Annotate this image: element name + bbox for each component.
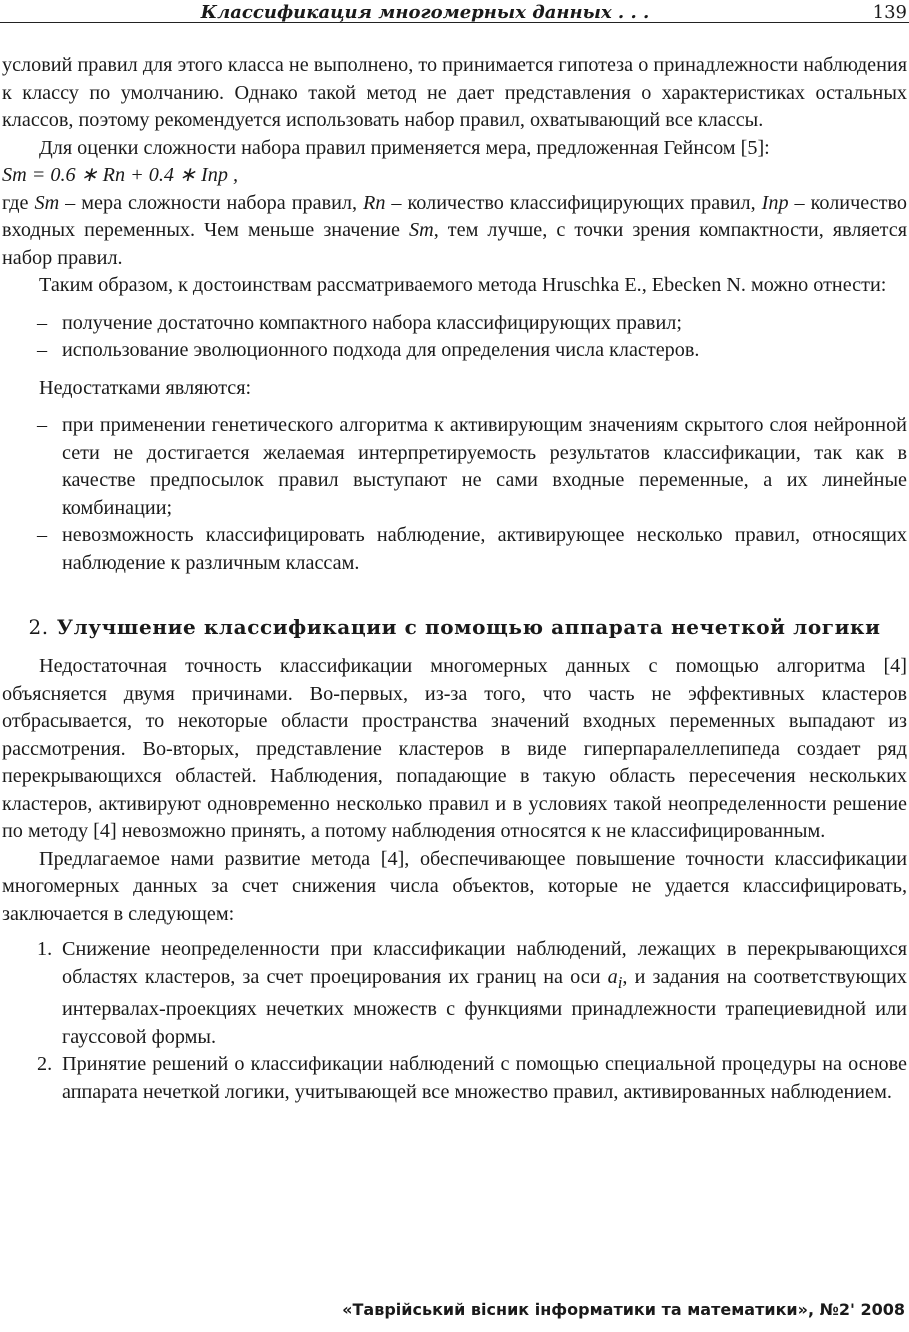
journal-footer: «Таврійський вісник інформатики та математики», №2' 2008 <box>342 1300 905 1319</box>
list-item <box>2 522 907 577</box>
text-run: Снижение неопределенности при классификации наблюдений, лежащих в перекрывающихся областях кластеров, за счет проецирования их границ на оси <box>62 938 907 988</box>
list-item <box>2 337 907 365</box>
dash-bullet: – <box>37 339 48 361</box>
dash-bullet: – <box>37 311 48 334</box>
list-item-text: использование эволюционного подхода для определения числа кластеров. <box>62 339 700 361</box>
math-subscript-i: i <box>617 972 623 992</box>
math-var-sm: Sm <box>34 191 60 214</box>
list-item-text: получение достаточно компактного набора классифицирующих правил; <box>62 311 682 334</box>
complexity-formula: Sm = 0.6 ∗ Rn + 0.4 ∗ Inp , <box>2 164 239 186</box>
math-var-a: a <box>607 965 618 988</box>
list-item-text: при применении генетического алгоритма к активирующим значениям скрытого слоя нейронной сети не достигается желаемая интерпретируемость результатов классификации, так как в качестве предпосылок правил выступают не сами входные переменные, а их линейные комбинации; <box>62 414 907 519</box>
list-item <box>2 1051 907 1106</box>
math-var-sm: Sm <box>409 219 434 241</box>
numbered-list <box>2 936 907 1106</box>
text-run: , и задания на соответствующих интервалах-проекциях нечетких множеств с функциями принадлежности трапециевидной или гауссовой формы. <box>62 965 907 1048</box>
list-item <box>2 936 907 1051</box>
section-title: Улучшение классификации с помощью аппарата нечеткой логики <box>56 615 881 639</box>
advantages-list <box>2 310 907 365</box>
dash-bullet: – <box>37 524 48 546</box>
list-item-text: Принятие решений о классификации наблюдений с помощью специальной процедуры на основе аппарата нечеткой логики, учитывающей все множество правил, активированных наблюдением. <box>62 1053 907 1103</box>
list-item <box>2 412 907 522</box>
paragraph: Недостаточная точность классификации многомерных данных с помощью алгоритма [4] объясняется двумя причинами. Во-первых, из-за того, что часть не эффективных кластеров отбрасывается, то некоторые области пространства значений входных переменных выпадают из рассмотрения. Во-вторых, представление кластеров в виде гиперпаралеллепипеда создает ряд перекрывающихся областей. Наблюдения, попадающие в такую область пересечения нескольких кластеров, активируют одновременно несколько правил и в условиях такой неопределенности решение по методу [4] невозможно принять, а потому наблюдения относятся к не классифицированным. <box>2 655 907 842</box>
paragraph: Для оценки сложности набора правил применяется мера, предложенная Гейнсом [5]: <box>39 136 770 159</box>
text-run: где <box>2 191 35 214</box>
dash-bullet: – <box>37 414 48 436</box>
section-heading <box>2 613 907 641</box>
list-item <box>2 310 907 338</box>
math-var-rn: Rn <box>363 191 386 214</box>
text-run: , тем лучше, с точки зрения компактности, является набор правил. <box>2 219 907 269</box>
section-number: 2. <box>28 615 49 639</box>
math-var-inp: Inp <box>761 191 789 214</box>
body-text <box>2 52 907 1106</box>
paragraph: Предлагаемое нами развитие метода [4], обеспечивающее повышение точности классификации многомерных данных за счет снижения числа объектов, которые не удается классифицировать, заключается в следующем: <box>2 847 907 925</box>
running-title: Классификация многомерных данных . . . <box>200 2 650 23</box>
paragraph: условий правил для этого класса не выполнено, то принимается гипотеза о принадлежности наблюдения к классу по умолчанию. Однако такой метод не дает представления о характеристиках остальных классов, поэтому рекомендуется использовать набор правил, охватывающий все классы. <box>2 54 907 131</box>
list-number: 1. <box>37 938 53 960</box>
text-run: – количество входных переменных. Чем меньше значение <box>2 191 907 241</box>
list-item-text: невозможность классифицировать наблюдение, активирующее несколько правил, относящих наблюдение к различным классам. <box>62 524 907 574</box>
formula-explanation <box>2 190 907 273</box>
text-run: – количество классифицирующих правил, <box>385 191 762 214</box>
disadvantages-list <box>2 412 907 577</box>
text-run: – мера сложности набора правил, <box>59 191 364 214</box>
paragraph: Таким образом, к достоинствам рассматриваемого метода Hruschka E., Ebecken N. можно отнести: <box>39 274 887 296</box>
paragraph: Недостатками являются: <box>39 376 252 399</box>
page-number: 139 <box>872 2 907 23</box>
running-header <box>0 0 909 23</box>
list-number: 2. <box>37 1053 53 1076</box>
